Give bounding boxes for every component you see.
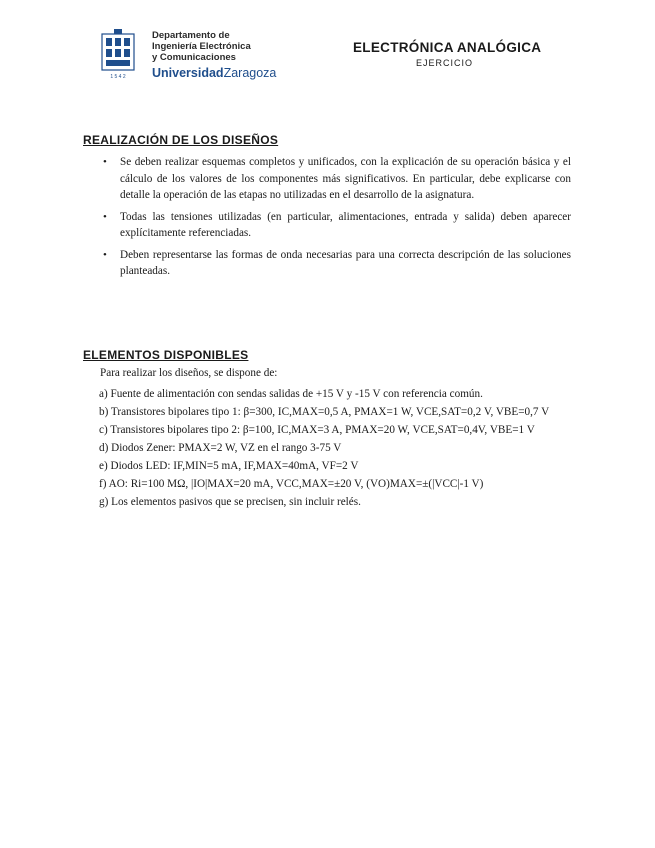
list-item-text: Se deben realizar esquemas completos y unificados, con la explicación de su operación básica y el cálculo de los valores de los componentes más significativos. En particular, debe explicarse con detalle la operación de las etapas no utilizadas en el desarrollo de la asignatura. — [120, 156, 571, 201]
university-name — [152, 66, 276, 80]
university-logo-icon — [100, 28, 136, 80]
list-item: g) Los elementos pasivos que se precisen, sin incluir relés. — [99, 496, 361, 508]
bullet-icon: • — [103, 248, 107, 261]
section-title-design: REALIZACIÓN DE LOS DISEÑOS — [83, 133, 279, 147]
page-header — [100, 28, 580, 84]
university-name-rest: Zaragoza — [223, 66, 277, 80]
bullet-icon: • — [103, 210, 107, 223]
section-title-elements: ELEMENTOS DISPONIBLES — [83, 348, 249, 362]
logo-year: 1 5 4 2 — [110, 74, 126, 80]
list-item: f) AO: Ri=100 MΩ, |IO|MAX=20 mA, VCC,MAX=±20 V, (VO)MAX=±(|VCC|-1 V) — [99, 478, 484, 490]
available-elements-list — [99, 385, 549, 511]
document-title: ELECTRÓNICA ANALÓGICA — [353, 40, 542, 55]
department-line: Ingeniería Electrónica — [152, 41, 251, 52]
list-item: a) Fuente de alimentación con sendas salidas de +15 V y -15 V con referencia común. — [99, 388, 483, 400]
design-requirements-list — [100, 154, 571, 285]
list-item: e) Diodos LED: IF,MIN=5 mA, IF,MAX=40mA, VF=2 V — [99, 460, 359, 472]
elements-intro: Para realizar los diseños, se dispone de: — [100, 367, 278, 379]
list-item: d) Diodos Zener: PMAX=2 W, VZ en el rango 3-75 V — [99, 442, 342, 454]
list-item — [100, 209, 571, 242]
department-line: Departamento de — [152, 30, 230, 41]
list-item: c) Transistores bipolares tipo 2: β=100, IC,MAX=3 A, PMAX=20 W, VCE,SAT=0,4V, VBE=1 V — [99, 424, 535, 436]
bullet-icon: • — [103, 156, 107, 168]
list-item-text: Deben representarse las formas de onda necesarias para una correcta descripción de las soluciones planteadas. — [120, 248, 571, 277]
document-subtitle: EJERCICIO — [416, 58, 474, 68]
university-name-bold: Universidad — [152, 66, 224, 80]
department-line: y Comunicaciones — [152, 52, 236, 63]
list-item — [100, 247, 571, 280]
list-item-text: Todas las tensiones utilizadas (en particular, alimentaciones, entrada y salida) deben aparecer explícitamente referenciadas. — [120, 210, 571, 239]
list-item: b) Transistores bipolares tipo 1: β=300, IC,MAX=0,5 A, PMAX=1 W, VCE,SAT=0,2 V, VBE=0,7 V — [99, 406, 550, 418]
list-item — [100, 154, 571, 204]
department-name — [152, 30, 251, 63]
